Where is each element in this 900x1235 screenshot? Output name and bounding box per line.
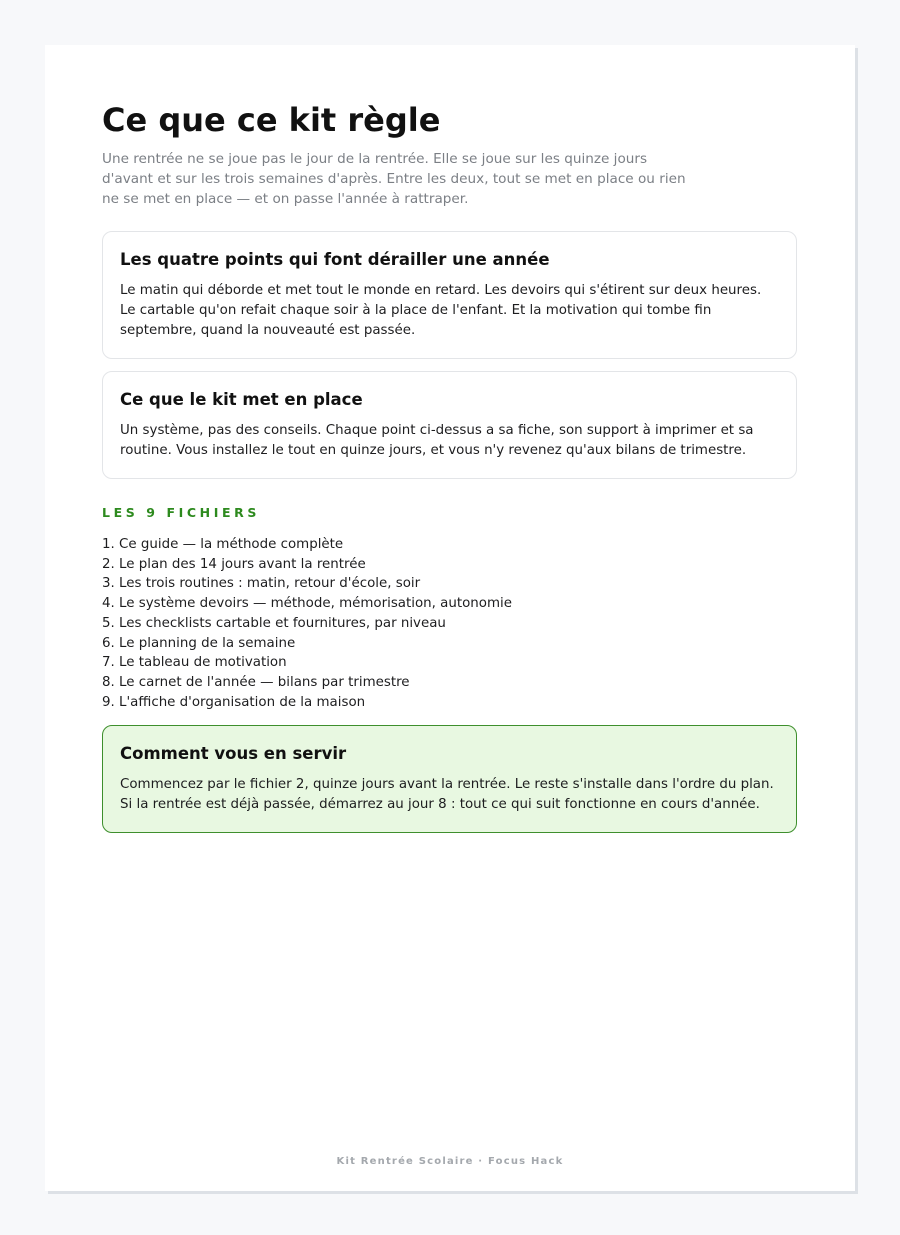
file-list-item: 1. Ce guide — la méthode complète [102, 537, 344, 552]
intro-paragraph: Une rentrée ne se joue pas le jour de la rentrée. Elle se joue sur les quinze jours d'avant et sur les trois semaines d'après. Entre les deux, tout se met en place ou rien ne se met en place — et on passe l'année à rattraper. [102, 151, 686, 207]
file-list [102, 535, 512, 712]
file-list-item: 2. Le plan des 14 jours avant la rentrée [102, 556, 366, 572]
file-list-item: 5. Les checklists cartable et fournitures, par niveau [102, 615, 446, 631]
usage-callout [102, 725, 797, 833]
solution-card [102, 371, 797, 479]
problems-card-title: Les quatre points qui font dérailler une année [120, 250, 550, 269]
solution-card-title: Ce que le kit met en place [120, 390, 363, 409]
document-page [45, 45, 855, 1191]
page-title: Ce que ce kit règle [102, 101, 441, 139]
usage-callout-text: Commencez par le fichier 2, quinze jours avant la rentrée. Le reste s'installe dans l'ordre du plan. Si la rentrée est déjà passée, démarrez au jour 8 : tout ce qui suit fonctionne en cours d'année. [120, 777, 774, 812]
file-list-item: 4. Le système devoirs — méthode, mémorisation, autonomie [102, 596, 512, 612]
file-list-item: 3. Les trois routines : matin, retour d'école, soir [102, 576, 421, 592]
file-list-item: 9. L'affiche d'organisation de la maison [102, 694, 366, 710]
usage-callout-title: Comment vous en servir [120, 744, 347, 763]
problems-card [102, 231, 797, 359]
file-list-item: 7. Le tableau de motivation [102, 655, 287, 671]
file-list-item: 8. Le carnet de l'année — bilans par trimestre [102, 674, 410, 690]
solution-card-text: Un système, pas des conseils. Chaque point ci-dessus a sa fiche, son support à imprimer et sa routine. Vous installez le tout en quinze jours, et vous n'y revenez qu'aux bilans de trimestre. [120, 423, 754, 458]
page-footer: Kit Rentrée Scolaire · Focus Hack [336, 1156, 564, 1167]
files-section-label: LES 9 FICHIERS [102, 505, 260, 520]
file-list-item: 6. Le planning de la semaine [102, 635, 296, 651]
problems-card-text: Le matin qui déborde et met tout le monde en retard. Les devoirs qui s'étirent sur deux heures. Le cartable qu'on refait chaque soir à la place de l'enfant. Et la motivation qui tombe fin septembre, quand la nouveauté est passée. [120, 283, 762, 338]
